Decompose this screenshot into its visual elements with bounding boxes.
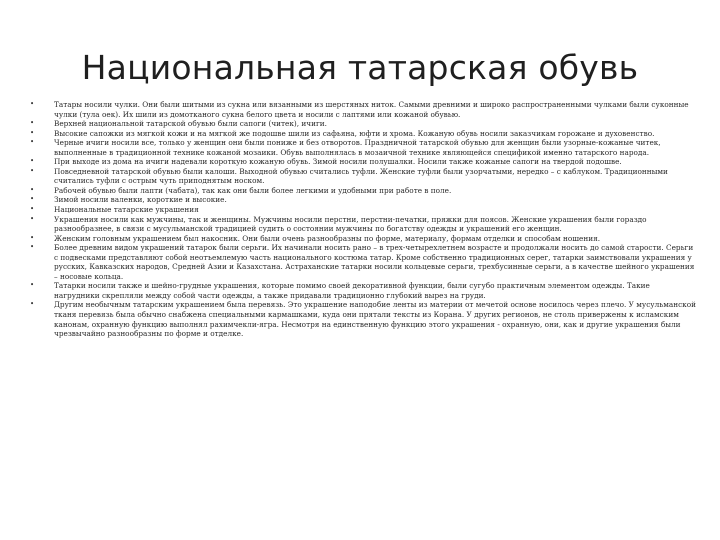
bullet-icon: • [30,195,35,204]
bullet-icon: • [30,233,35,242]
bullet-text: Национальные татарские украшения [54,205,199,215]
bullet-icon: • [30,100,35,108]
bullet-icon: • [30,119,35,128]
bullet-text: Другим необычным татарским украшением была перевязь. Это украшение наподобие ленты из материи от мечетой основе носилось через плечо. У мусульманской тканя перевязь была обычно снабжена специальными кармашками, куда они прятали тексты из Корана. У других регионов, не столь привержены к исламским канонам, охранную функцию выполнял рахимчекли-ягра. Несмотря на единственную функцию этого украшения - охранную, они, как и другие украшения были чрезвычайно разнообразны по форме и отделке. [54,300,697,339]
bullet-icon: • [30,214,35,223]
bullet-icon: • [30,166,35,175]
list-item [30,205,696,215]
bullet-icon: • [30,128,35,137]
list-item [30,157,696,167]
bullet-icon: • [30,281,35,290]
list-item [30,234,696,244]
bullet-icon: • [30,300,35,309]
bullet-text: Верхней национальной татарской обувью были сапоги (читек), ичиги. [54,119,327,129]
slide-title: Национальная татарская обувь [81,48,639,87]
bullet-text: Зимой носили валенки, короткие и высокие. [54,195,227,205]
list-item [30,186,696,196]
list-item [30,167,696,186]
list-item [30,119,696,129]
bullet-text: Украшения носили как мужчины, так и женщины. Мужчины носили перстни, перстни-печатки, пряжки для поясов. Женские украшения были гораздо разнообразнее, в связи с мусульманской традицией судить о состоянии мужчины по богатству одежды и украшений его женщин. [54,214,647,234]
list-item [30,138,696,157]
bullet-text: Черные ичиги носили все, только у женщин они были пониже и без отворотов. Праздничной татарской обувью для женщин были узорные-кожаные читек, выполненные в традиционной технике кожаной мозаики. Обувь выполнялась в мозаичной технике являющейся спецификой именно татарского народа. [54,138,661,157]
list-item [30,100,696,119]
bullet-icon: • [30,185,35,194]
bullet-text: Рабочей обувью были лапти (чабата), так как они были более легкими и удобными при работе в поле. [54,185,452,195]
bullet-icon: • [30,157,35,166]
bullet-text: Более древним видом украшений татарок были серьги. Их начинали носить рано – в трех-четырехлетнем возрасте и продолжали носить до самой старости. Серьги с подвесками представляют собой неотъемлемую часть национального костюма татар. Кроме собственно традиционных серег, татарки заимствовали украшения у русских, Кавказских народов, Средней Азии и Казахстана. Астраханские татарки носили кольцевые серьги, трехбусинные серьги, а в качестве шейного украшения – носовые кольца. [54,243,695,281]
bullet-list [30,100,696,339]
bullet-icon: • [30,138,35,147]
bullet-text: Татары носили чулки. Они были шитыми из сукна или вязанными из шерстяных ниток. Самыми древними и широко распространенными чулками были суконные чулки (тула оек). Их шили из домотканого сукна белого цвета и носили с лаптями или кожаной обувью. [54,100,689,119]
bullet-text: Высокие сапожки из мягкой кожи и на мягкой же подошве шили из сафьяна, юфти и хрома. Кожаную обувь носили заказчикам горожане и духовенство. [54,128,655,138]
list-item [30,281,696,300]
bullet-text: При выходе из дома на ичиги надевали короткую кожаную обувь. Зимой носили полушалки. Носили также кожаные сапоги на твердой подошве. [54,157,622,167]
bullet-icon: • [30,243,35,252]
bullet-text: Женским головным украшением был накосник. Они были очень разнообразны по форме, материалу, формам отделки и способам ношения. [54,233,601,243]
bullet-text: Татарки носили также и шейно-грудные украшения, которые помимо своей декоративной функции, были сугубо практичным элементом одежды. Такие нагрудники скрепляли между собой части одежды, а также придавали традиционно глубокий вырез на груди. [54,281,650,300]
list-item [30,243,696,281]
bullet-text: Повседневной татарской обувью были калоши. Выходной обувью считались туфли. Женские туфли были узорчатыми, нередко – с каблуком. Традиционными считались туфли с острым чуть приподнятым носком. [54,166,668,186]
list-item [30,300,696,338]
list-item [30,195,696,205]
list-item [30,215,696,234]
bullet-icon: • [30,205,35,214]
list-item [30,129,696,139]
